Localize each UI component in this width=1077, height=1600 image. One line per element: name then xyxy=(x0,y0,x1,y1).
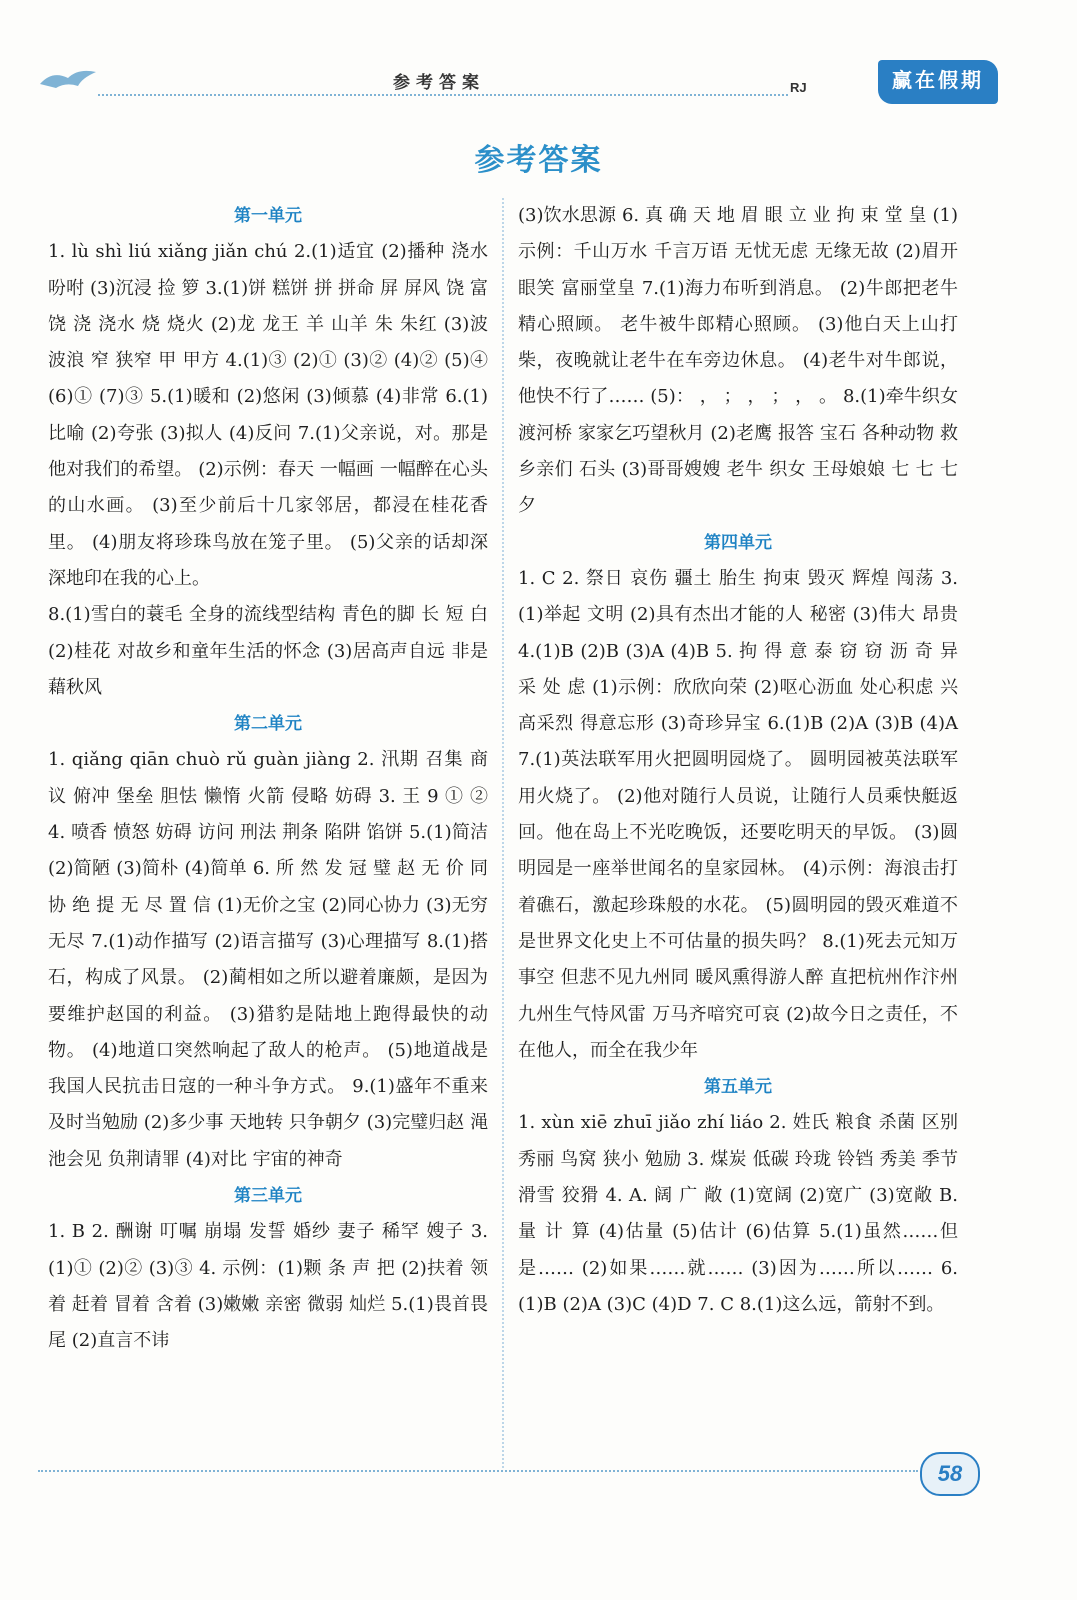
unit-heading: 第四单元 xyxy=(704,532,772,553)
unit-heading: 第三单元 xyxy=(234,1186,302,1207)
answer-paragraph: 1. xùn xiē zhuī jiǎo zhí liáo 2. 姓氏 粮食 杀菌 区别 秀丽 鸟窝 狭小 勉励 3. 煤炭 低碳 玲珑 铃铛 秀美 季节 滑雪 狡猾 4. A. 阔 广 敞 (1)宽阔 (2)宽广 (3)宽敞 B. 量 计 算 (4)估量 (5)估计 (6)估算 5.(1)虽然……但是…… (2)如果……就…… (3)因为……所以…… 6.(1)B (2)A (3)C (4)D 7. C 8.(1)这么远，箭射不到。 xyxy=(518,1112,958,1315)
left-column xyxy=(48,198,488,1360)
answer-paragraph: 1. qiǎng qiān chuò rǔ guàn jiàng 2. 汛期 召集 商议 俯冲 堡垒 胆怯 懒惰 火箭 侵略 妨碍 3. 王 9 ① ② 4. 喷香 愤怒 妨碍 访问 刑法 荆条 陷阱 馅饼 5.(1)简洁 (2)简陋 (3)简朴 (4)简单 6. 所 然 发 冠 璧 赵 无 价 同 协 绝 提 无 尽 置 信 (1)无价之宝 (2)同心协力 (3)无穷无尽 7.(1)动作描写 (2)语言描写 (3)心理描写 8.(1)搭石，构成了风景。 (2)蔺相如之所以避着廉颇，是因为要维护赵国的利益。 (3)猎豹是陆地上跑得最快的动物。 (4)地道口突然响起了敌人的枪声。 (5)地道战是我国人民抗击日寇的一种斗争方式。 9.(1)盛年不重来 及时当勉励 (2)多少事 天地转 只争朝夕 (3)完璧归赵 渑池会见 负荆请罪 (4)对比 宇宙的神奇 xyxy=(48,749,488,1170)
answer-paragraph: 1. C 2. 祭日 哀伤 疆土 胎生 拘束 毁灭 辉煌 闯荡 3.(1)举起 文明 (2)具有杰出才能的人 秘密 (3)伟大 昂贵 4.(1)B (2)B (3)A (4)B 5. 拘 得 意 泰 窃 窃 沥 奇 异 采 处 虑 (1)示例：欣欣向荣 (2)呕心沥血 处心积虑 兴高采烈 得意忘形 (3)奇珍异宝 6.(1)B (2)A (3)B (4)A 7.(1)英法联军用火把圆明园烧了。 圆明园被英法联军用火烧了。 (2)他对随行人员说，让随行人员乘快艇返回。他在岛上不光吃晚饭，还要吃明天的早饭。 (3)圆明园是一座举世闻名的皇家园林。 (4)示例：海浪击打着礁石，激起珍珠般的水花。 (5)圆明园的毁灭难道不是世界文化史上不可估量的损失吗？ 8.(1)死去元知万事空 但悲不见九州同 暖风熏得游人醉 直把杭州作汴州 九州生气恃风雷 万马齐喑究可哀 (2)故今日之责任，不在他人，而全在我少年 xyxy=(518,567,958,1061)
bird-icon xyxy=(38,66,98,92)
page-number: 58 xyxy=(920,1452,980,1496)
unit-heading: 第二单元 xyxy=(234,714,302,735)
answer-paragraph: 1. lù shì liú xiǎng jiǎn chú 2.(1)适宜 (2)播种 浇水 吩咐 (3)沉浸 捡 箩 3.(1)饼 糕饼 拼 拼命 屏 屏风 饶 富饶 浇 浇水 烧 烧火 (2)龙 龙王 羊 山羊 朱 朱红 (3)波 波浪 窄 狭窄 甲 甲方 4.(1)③ (2)① (3)② (4)② (5)④ (6)① (7)③ 5.(1)暖和 (2)悠闲 (3)倾慕 (4)非常 6.(1)比喻 (2)夸张 (3)拟人 (4)反问 7.(1)父亲说，对。那是他对我们的希望。 (2)示例：春天 一幅画 一幅醉在心头的山水画。 (3)至少前后十几家邻居，都浸在桂花香里。 (4)朋友将珍珠鸟放在笼子里。 (5)父亲的话却深深地印在我的心上。 xyxy=(48,241,488,589)
page-title: 参考答案 xyxy=(474,143,603,178)
footer-divider xyxy=(38,1470,918,1472)
answer-paragraph: 8.(1)雪白的蓑毛 全身的流线型结构 青色的脚 长 短 白 (2)桂花 对故乡和童年生活的怀念 (3)居高声自远 非是藉秋风 xyxy=(48,604,488,698)
page-header xyxy=(38,58,1038,108)
brand-logo: 赢在假期 xyxy=(878,60,998,104)
answer-paragraph: 1. B 2. 酬谢 叮嘱 崩塌 发誓 婚纱 妻子 稀罕 嫂子 3.(1)① (2)② (3)③ 4. 示例：(1)颗 条 声 把 (2)扶着 领着 赶着 冒着 含着 (3)嫩嫩 亲密 微弱 灿烂 5.(1)畏首畏尾 (2)直言不讳 xyxy=(48,1221,488,1352)
header-divider xyxy=(98,94,788,96)
running-title: 参考答案 xyxy=(393,73,485,93)
edition-label: RJ xyxy=(790,80,807,95)
unit-heading: 第一单元 xyxy=(234,206,302,226)
right-column xyxy=(518,198,958,1323)
column-divider xyxy=(502,198,504,1468)
answer-paragraph: (3)饮水思源 6. 真 确 天 地 眉 眼 立 业 拘 束 堂 皇 (1)示例：千山万水 千言万语 无忧无虑 无缘无故 (2)眉开眼笑 富丽堂皇 7.(1)海力布听到消息。 (2)牛郎把老牛精心照顾。 老牛被牛郎精心照顾。 (3)他白天上山打柴，夜晚就让老牛在车旁边休息。 (4)老牛对牛郎说，他快不行了…… (5)： ， ； ， ； ， 。 8.(1)牵牛织女渡河桥 家家乞巧望秋月 (2)老鹰 报答 宝石 各种动物 救乡亲们 石头 (3)哥哥嫂嫂 老牛 织女 王母娘娘 七 七 七夕 xyxy=(518,205,958,517)
unit-heading: 第五单元 xyxy=(704,1077,772,1098)
